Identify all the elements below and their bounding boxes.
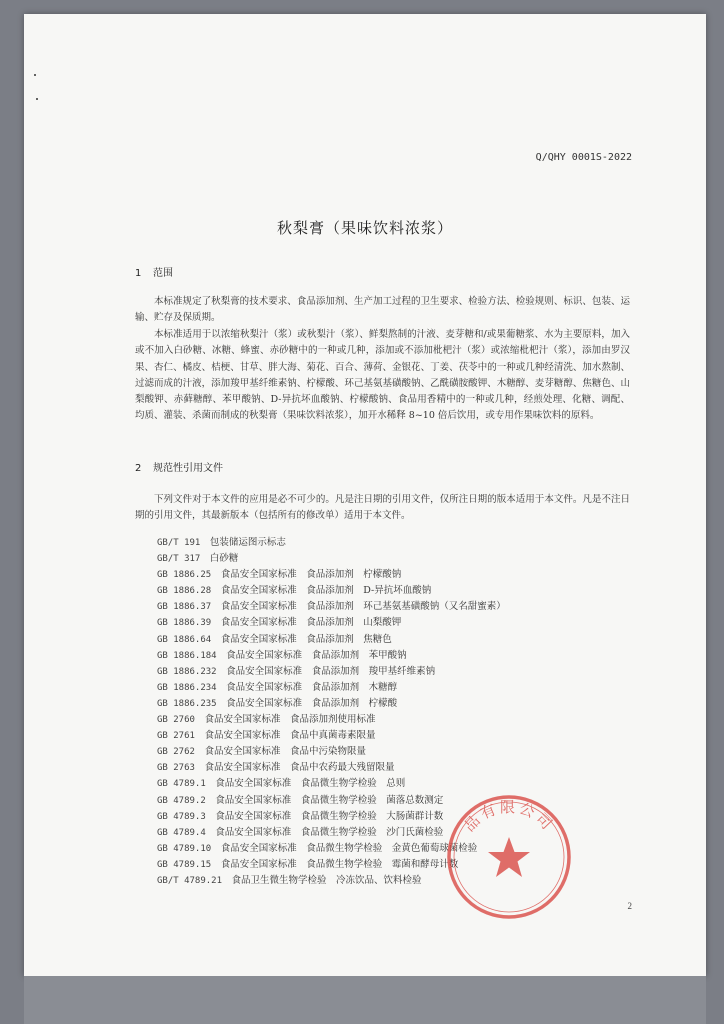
reference-item — [157, 599, 506, 615]
section-2-paragraph-1: 下列文件对于本文件的应用是必不可少的。凡是注日期的引用文件，仅所注日期的版本适用于本文件。凡是不注日期的引用文件，其最新版本（包括所有的修改单）适用于本文件。 — [135, 494, 630, 522]
standard-code: Q/QHY 0001S-2022 — [535, 152, 632, 163]
reference-title: 包装储运图示标志 — [209, 537, 286, 548]
section-1-title: 范围 — [153, 268, 173, 279]
reference-item — [157, 615, 506, 631]
reference-item — [157, 680, 506, 696]
reference-item — [157, 551, 506, 567]
reference-item — [157, 712, 506, 728]
reference-code: GB 1886.25 — [157, 570, 212, 581]
reference-title: 食品安全国家标准 食品添加剂 木糖醇 — [226, 681, 398, 693]
reference-code: GB 1886.232 — [157, 666, 217, 677]
document-page — [24, 14, 706, 976]
reference-title: 食品安全国家标准 食品中真菌毒素限量 — [204, 730, 376, 742]
reference-code: GB 1886.28 — [157, 586, 212, 597]
scan-speck — [34, 74, 36, 76]
reference-code: GB/T 4789.21 — [157, 875, 223, 886]
section-1-number: 1 — [135, 268, 142, 279]
reference-title: 食品安全国家标准 食品添加剂 柠檬酸钠 — [220, 569, 402, 581]
reference-item — [157, 583, 506, 599]
reference-title: 食品安全国家标准 食品中农药最大残留限量 — [204, 762, 395, 774]
reference-code: GB/T 191 — [157, 538, 201, 548]
reference-item — [157, 648, 506, 664]
reference-item — [157, 728, 506, 744]
section-2-title: 规范性引用文件 — [153, 463, 223, 474]
reference-code: GB 4789.10 — [157, 843, 212, 854]
reference-code: GB 1886.235 — [157, 698, 217, 709]
reference-title: 食品安全国家标准 食品添加剂 环己基氨基磺酸钠（又名甜蜜素） — [220, 601, 506, 613]
reference-title: 食品安全国家标准 食品中污染物限量 — [204, 746, 366, 758]
page-number: 2 — [627, 901, 632, 911]
reference-code: GB 4789.15 — [157, 859, 212, 870]
section-2-number: 2 — [135, 463, 142, 474]
reference-code: GB 2763 — [157, 763, 195, 774]
reference-title: 食品安全国家标准 食品添加剂 D-异抗坏血酸钠 — [220, 585, 432, 597]
reference-title: 食品安全国家标准 食品添加剂 羧甲基纤维素钠 — [226, 665, 436, 677]
reference-title: 食品安全国家标准 食品微生物学检验 大肠菌群计数 — [215, 810, 444, 822]
svg-text:品有限公司: 品有限公司 — [460, 798, 558, 835]
reference-title: 食品卫生微生物学检验 冷冻饮品、饮料检验 — [231, 874, 422, 886]
reference-code: GB 1886.39 — [157, 618, 212, 629]
section-2-heading — [135, 459, 223, 474]
reference-title: 食品安全国家标准 食品微生物学检验 金黄色葡萄球菌检验 — [220, 842, 478, 854]
document-title: 秋梨膏（果味饮料浓浆） — [276, 219, 453, 237]
reference-item — [157, 632, 506, 648]
company-seal-stamp — [444, 792, 574, 922]
reference-code: GB 1886.64 — [157, 634, 212, 645]
reference-item — [157, 664, 506, 680]
reference-code: GB 4789.2 — [157, 795, 206, 806]
reference-title: 食品安全国家标准 食品添加剂 苯甲酸钠 — [226, 649, 407, 661]
reference-title: 食品安全国家标准 食品微生物学检验 沙门氏菌检验 — [215, 826, 444, 838]
reference-title: 食品安全国家标准 食品添加剂 山梨酸钾 — [220, 617, 402, 629]
reference-code: GB 1886.184 — [157, 650, 217, 661]
reference-code: GB 4789.3 — [157, 811, 206, 822]
reference-item — [157, 744, 506, 760]
reference-title: 食品安全国家标准 食品添加剂使用标准 — [204, 714, 376, 726]
reference-title: 食品安全国家标准 食品添加剂 柠檬酸 — [226, 697, 398, 709]
section-1-paragraph-2: 本标准适用于以浓缩秋梨汁（浆）或秋梨汁（浆）、鲜梨熬制的汁液、麦芽糖和/或果葡糖浆、水为主要原料，加入或不加入白砂糖、冰糖、蜂蜜、赤砂糖中的一种或几种，添加或不添加枇杷汁（浆）或浓缩枇杷汁（浆），添加由罗汉果、杏仁、橘皮、桔梗、甘草、胖大海、菊花、百合、薄荷、金银花、丁姜、茯苓中的一种或几种经清洗、加水熬制、过滤而成的汁液，添加羧甲基纤维素钠、柠檬酸、环己基氨基磺酸钠、乙酰磺胺酸钾、木糖醇、麦芽糖醇、焦糖色、山梨酸钾、赤藓糖醇、苯甲酸钠、D-异抗坏血酸钠、柠檬酸钠、食品用香精中的一种或几种，经煎处理、化糖、调配、均质、灌装、杀菌而制成的秋梨膏（果味饮料浓浆），加开水稀释 8~10 倍后饮用，或专用作果味饮料的原料。 — [135, 329, 630, 422]
section-1-heading — [135, 264, 173, 279]
reference-code: GB 1886.37 — [157, 602, 212, 613]
reference-code: GB/T 317 — [157, 554, 201, 565]
reference-code: GB 4789.4 — [157, 827, 206, 838]
reference-item — [157, 696, 506, 712]
reference-item — [157, 776, 506, 792]
reference-item — [157, 760, 506, 776]
reference-title: 食品安全国家标准 食品微生物学检验 霉菌和酵母计数 — [220, 858, 459, 870]
scan-speck — [36, 98, 38, 100]
reference-title: 白砂糖 — [209, 553, 239, 565]
reference-title: 食品安全国家标准 食品添加剂 焦糖色 — [220, 633, 392, 645]
scanner-background — [24, 976, 706, 1024]
reference-code: GB 1886.234 — [157, 682, 217, 693]
reference-title: 食品安全国家标准 食品微生物学检验 总则 — [215, 778, 406, 790]
reference-item — [157, 567, 506, 583]
reference-code: GB 2762 — [157, 747, 195, 758]
reference-item — [157, 535, 506, 551]
reference-code: GB 4789.1 — [157, 779, 206, 790]
section-1-paragraph-1: 本标准规定了秋梨膏的技术要求、食品添加剂、生产加工过程的卫生要求、检验方法、检验规则、标识、包装、运输、贮存及保质期。 — [135, 296, 630, 324]
reference-title: 食品安全国家标准 食品微生物学检验 菌落总数测定 — [215, 794, 444, 806]
reference-code: GB 2760 — [157, 715, 195, 726]
reference-code: GB 2761 — [157, 731, 195, 742]
